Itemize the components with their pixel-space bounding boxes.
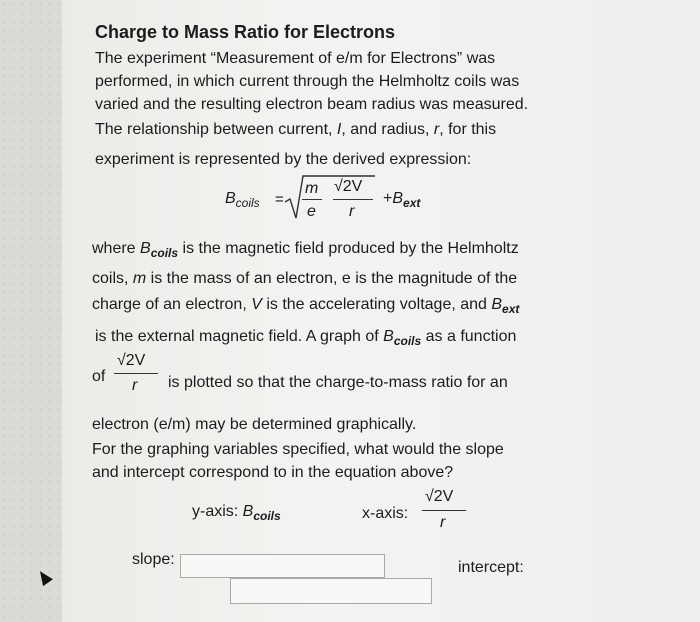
b-ext-term: $+B_{ext}$ [383, 190, 421, 210]
x-axis-fraction-bar [422, 510, 466, 511]
intro-line-2: performed, in which current through the Helmholtz coils was [95, 73, 520, 90]
slope-label: slope: [132, 551, 175, 568]
numerator-sqrt2v: √2V [334, 178, 363, 195]
inline-numerator-sqrt2v: √2V [117, 352, 146, 369]
x-axis-label: x-axis: [362, 505, 409, 522]
denominator-r: r [349, 203, 355, 220]
background-dots [0, 0, 62, 622]
desc-line-6: electron (e/m) may be determined graphically. [92, 416, 417, 433]
intercept-label: intercept: [458, 559, 524, 576]
intro-line-1: The experiment “Measurement of e/m for Electrons” was [95, 50, 496, 67]
page-title: Charge to Mass Ratio for Electrons [95, 22, 396, 42]
desc-line-7: For the graphing variables specified, what would the slope [92, 441, 504, 458]
sqrt-sign [283, 172, 378, 220]
fraction-bar-m-over-e [302, 199, 322, 200]
fraction-bar-sqrt2v-over-r [333, 199, 373, 200]
desc-of: of [92, 368, 106, 385]
desc-line-4: is the external magnetic field. A graph of $B_{coils}$ as a function [95, 328, 517, 348]
desc-line-5: is plotted so that the charge-to-mass ratio for an [168, 374, 508, 391]
denominator-e: e [307, 203, 316, 220]
x-axis-numerator-sqrt2v: √2V [425, 488, 454, 505]
intercept-input[interactable] [230, 578, 432, 604]
slope-input[interactable] [180, 554, 385, 578]
equals-sign: = [275, 191, 284, 208]
y-axis-label: y-axis: $B_{coils}$ [192, 503, 281, 523]
b-coils-symbol: $B_{coils}$ [225, 190, 260, 210]
inline-fraction-bar [114, 373, 158, 374]
intro-line-4: The relationship between current, I, and radius, r, for this [95, 121, 497, 138]
intro-line-3: varied and the resulting electron beam radius was measured. [95, 96, 529, 113]
inline-denominator-r: r [132, 377, 138, 394]
x-axis-denominator-r: r [440, 514, 446, 531]
desc-line-3: charge of an electron, V is the accelerating voltage, and $B_{ext}$ [92, 296, 520, 316]
desc-line-2: coils, m is the mass of an electron, e is the magnitude of the [92, 270, 518, 287]
numerator-m: m [305, 180, 319, 197]
desc-line-8: and intercept correspond to in the equation above? [92, 464, 454, 481]
desc-line-1: where $B_{coils}$ is the magnetic field produced by the Helmholtz [92, 240, 519, 260]
intro-line-5: experiment is represented by the derived expression: [95, 151, 472, 168]
